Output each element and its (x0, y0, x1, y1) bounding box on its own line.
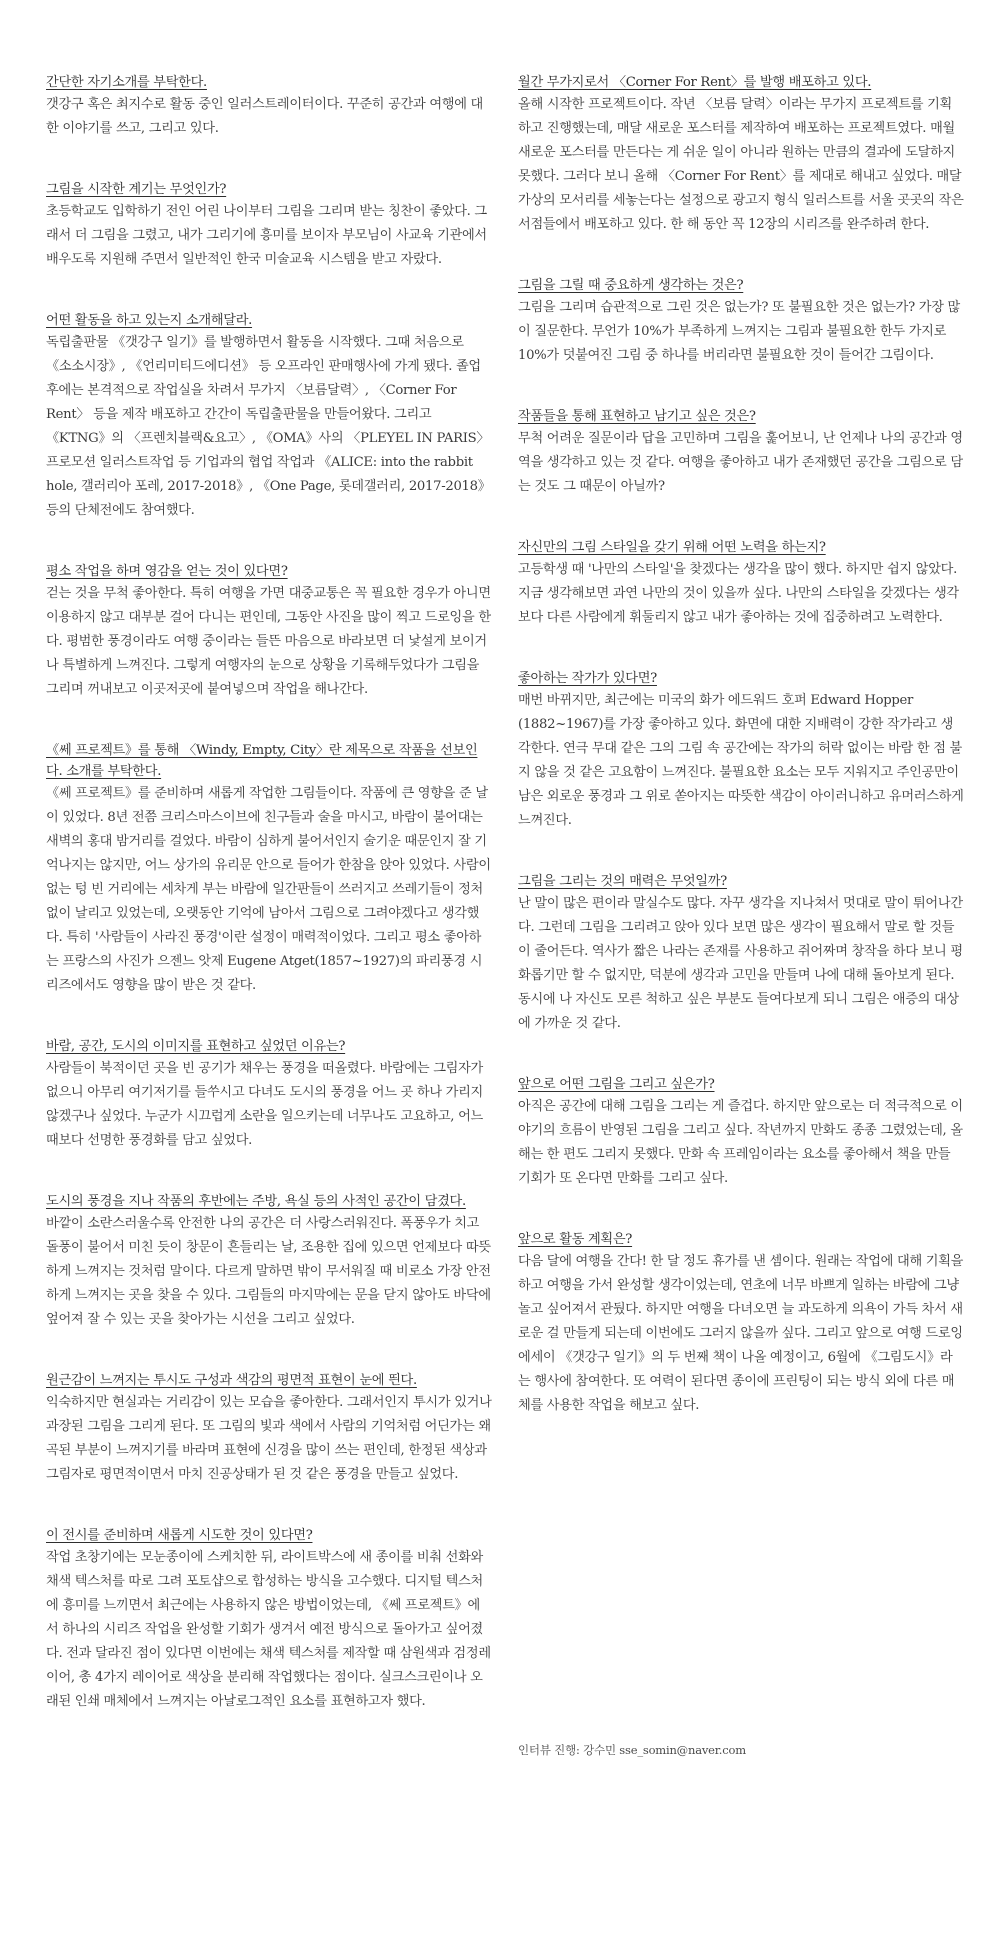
question-heading: 작품들을 통해 표현하고 남기고 싶은 것은? (518, 409, 756, 424)
answer-text: 아직은 공간에 대해 그림을 그리는 게 즐겁다. 하지만 앞으로는 더 적극적으로 이야기의 흐름이 반영된 그림을 그리고 싶다. 작년까지 만화도 종종 그렸었는데, 올해는 한 편도 그리지 못했다. 만화 속 프레임이라는 요소를 좋아해서 책을 만들 기회가 또 온다면 만화를 그리고 싶다. (518, 1099, 963, 1186)
answer-text: 독립출판물 《갯강구 일기》를 발행하면서 활동을 시작했다. 그때 처음으로 《소소시장》, 《언리미티드에디션》 등 오프라인 판매행사에 가게 됐다. 졸업 후에는 본격적으로 작업실을 차려서 무가지 〈보름달력〉, 〈Corner For Rent〉 등을 제작 배포하고 간간이 독립출판물을 만들어왔다. 그리고 《KTNG》의 〈프렌치블랙&요고〉, 《OMA》사의 〈PLEYEL IN PARIS〉 프로모션 일러스트작업 등 기업과의 협업 작업과 《ALICE: into the rabbit hole, 갤러리아 포레, 2017-2018》, 《One Page, 롯데갤러리, 2017-2018》 등의 단체전에도 참여했다. (46, 335, 491, 518)
answer-text: 그림을 그리며 습관적으로 그린 것은 없는가? 또 불필요한 것은 없는가? 가장 많이 질문한다. 무언가 10%가 부족하게 느껴지는 그림과 불필요한 한두 가지로 10%가 덧붙여진 그림 중 하나를 버리라면 불필요한 것이 들어간 그림이다. (518, 300, 960, 363)
question-heading: 어떤 활동을 하고 있는지 소개해달라. (46, 313, 253, 328)
qa-block (46, 1036, 492, 1153)
qa-block (46, 561, 492, 702)
qa-block (46, 1525, 492, 1714)
question-heading: 앞으로 어떤 그림을 그리고 싶은가? (518, 1077, 715, 1092)
interviewer-credit: 인터뷰 진행: 강수민 sse_somin@naver.com (518, 1743, 746, 1757)
question-heading: 평소 작업을 하며 영감을 얻는 것이 있다면? (46, 564, 288, 579)
question-heading: 그림을 그릴 때 중요하게 생각하는 것은? (518, 278, 744, 293)
qa-block (518, 406, 964, 499)
question-heading: 그림을 그리는 것의 매력은 무엇일까? (518, 874, 727, 889)
qa-block (46, 179, 492, 272)
question-heading: 월간 무가지로서 〈Corner For Rent〉를 발행 배포하고 있다. (518, 75, 872, 90)
answer-text: 무척 어려운 질문이라 답을 고민하며 그림을 훑어보니, 난 언제나 나의 공간과 영역을 생각하고 있는 것 같다. 여행을 좋아하고 내가 존재했던 공간을 그림으로 담는 것도 그 때문이 아닐까? (518, 431, 963, 494)
qa-block (518, 537, 964, 630)
answer-text: 고등학생 때 '나만의 스타일'을 찾겠다는 생각을 많이 했다. 하지만 쉽지 않았다. 지금 생각해보면 과연 나만의 것이 있을까 싶다. 나만의 스타일을 갖겠다는 생각보다 다른 사람에게 휘둘리지 않고 내가 좋아하는 것에 집중하려고 노력한다. (518, 562, 959, 625)
question-heading: 원근감이 느껴지는 투시도 구성과 색감의 평면적 표현이 눈에 띈다. (46, 1373, 417, 1388)
qa-block (518, 668, 964, 833)
answer-text: 사람들이 북적이던 곳을 빈 공기가 채우는 풍경을 떠올렸다. 바람에는 그림자가 없으니 아무리 여기저기를 들쑤시고 다녀도 도시의 풍경을 어느 곳 하나 가리지 않겠구나 싶었다. 누군가 시끄럽게 소란을 일으키는데 너무나도 고요하고, 어느 때보다 선명한 풍경화를 담고 싶었다. (46, 1061, 483, 1148)
question-heading: 이 전시를 준비하며 새롭게 시도한 것이 있다면? (46, 1528, 313, 1543)
answer-text: 매번 바뀌지만, 최근에는 미국의 화가 에드워드 호퍼 Edward Hopper (1882~1967)를 가장 좋아하고 있다. 화면에 대한 지배력이 강한 작가라고 생각한다. 연극 무대 같은 그의 그림 속 공간에는 작가의 허락 없이는 바람 한 점 불지 않을 것 같은 고요함이 느껴진다. 불필요한 요소는 모두 지워지고 주인공만이 남은 외로운 풍경과 그 위로 쏟아지는 따뜻한 색감이 아이러니하고 유머러스하게 느껴진다. (518, 693, 964, 828)
answer-text: 다음 달에 여행을 간다! 한 달 정도 휴가를 낸 셈이다. 원래는 작업에 대해 기획을 하고 여행을 가서 완성할 생각이었는데, 연초에 너무 바쁘게 일하는 바람에 그냥 놀고 싶어져서 관뒀다. 하지만 여행을 다녀오면 늘 과도하게 의욕이 가득 차서 새로운 걸 만들게 되는데 이번에도 그러지 않을까 싶다. 그리고 앞으로 여행 드로잉 에세이 《갯강구 일기》의 두 번째 책이 나올 예정이고, 6월에 《그림도시》라는 행사에 참여한다. 또 여력이 된다면 종이에 프린팅이 되는 방식 외에 다른 매체를 사용한 작업을 해보고 싶다. (518, 1254, 964, 1413)
qa-block (518, 871, 964, 1036)
question-heading: 앞으로 활동 계획은? (518, 1232, 633, 1247)
qa-block (46, 1370, 492, 1487)
qa-block (46, 740, 492, 998)
answer-text: 올해 시작한 프로젝트이다. 작년 〈보름 달력〉이라는 무가지 프로젝트를 기획하고 진행했는데, 매달 새로운 포스터를 제작하여 배포하는 프로젝트였다. 매월 새로운 포스터를 만든다는 게 쉬운 일이 아니라 원하는 만큼의 결과에 도달하지 못했다. 그러다 보니 올해 〈Corner For Rent〉를 제대로 해내고 싶었다. 매달 가상의 모서리를 세놓는다는 설정으로 광고지 형식 일러스트를 서울 곳곳의 작은 서점들에서 배포하고 있다. 한 해 동안 꼭 12장의 시리즈를 완주하려 한다. (518, 97, 964, 232)
qa-block (518, 1074, 964, 1191)
answer-text: 갯강구 혹은 최지수로 활동 중인 일러스트레이터이다. 꾸준히 공간과 여행에 대한 이야기를 쓰고, 그리고 있다. (46, 97, 483, 136)
question-heading: 《쎄 프로젝트》를 통해 〈Windy, Empty, City〉란 제목으로 작품을 선보인다. 소개를 부탁한다. (46, 743, 478, 779)
question-heading: 그림을 시작한 계기는 무엇인가? (46, 182, 227, 197)
question-heading: 도시의 풍경을 지나 작품의 후반에는 주방, 욕실 등의 사적인 공간이 담겼다. (46, 1194, 466, 1209)
qa-block (46, 1191, 492, 1332)
answer-text: 난 말이 많은 편이라 말실수도 많다. 자꾸 생각을 지나쳐서 멋대로 말이 튀어나간다. 그런데 그림을 그리려고 앉아 있다 보면 많은 생각이 필요해서 말로 할 것들이 줄어든다. 역사가 짧은 나라는 존재를 사용하고 쥐어짜며 창작을 하다 보니 평화롭기만 할 수 없지만, 덕분에 생각과 고민을 만들며 나에 대해 돌아보게 된다. 동시에 나 자신도 모른 척하고 싶은 부분도 들여다보게 되니 그림은 애증의 대상에 가까운 것 같다. (518, 896, 963, 1031)
answer-text: 초등학교도 입학하기 전인 어린 나이부터 그림을 그리며 받는 칭찬이 좋았다. 그래서 더 그림을 그렸고, 내가 그리기에 흥미를 보이자 부모님이 사교육 기관에서 배우도록 지원해 주면서 일반적인 한국 미술교육 시스템을 받고 자랐다. (46, 204, 487, 267)
answer-text: 익숙하지만 현실과는 거리감이 있는 모습을 좋아한다. 그래서인지 투시가 있거나 과장된 그림을 그리게 된다. 또 그림의 빛과 색에서 사람의 기억처럼 어딘가는 왜곡된 부분이 느껴지기를 바라며 표현에 신경을 많이 쓰는 편인데, 한정된 색상과 그림자로 평면적이면서 마치 진공상태가 된 것 같은 풍경을 만들고 싶었다. (46, 1395, 492, 1482)
qa-block (46, 310, 492, 523)
right-column (518, 72, 964, 1456)
question-heading: 자신만의 그림 스타일을 갖기 위해 어떤 노력을 하는지? (518, 540, 826, 555)
answer-text: 바깥이 소란스러울수록 안전한 나의 공간은 더 사랑스러워진다. 폭풍우가 치고 돌풍이 불어서 미친 듯이 창문이 흔들리는 날, 조용한 집에 있으면 언제보다 따뜻하게 느껴지는 것처럼 말이다. 다르게 말하면 밖이 무서워질 때 비로소 가장 안전하게 느껴지는 곳을 찾을 수 있다. 그림들의 마지막에는 문을 닫지 않아도 바닥에 엎어져 잘 수 있는 곳을 찾아가는 시선을 그리고 싶었다. (46, 1216, 491, 1327)
question-heading: 좋아하는 작가가 있다면? (518, 671, 657, 686)
question-heading: 간단한 자기소개를 부탁한다. (46, 75, 207, 90)
answer-text: 《쎄 프로젝트》를 준비하며 새롭게 작업한 그림들이다. 작품에 큰 영향을 준 날이 있었다. 8년 전쯤 크리스마스이브에 친구들과 술을 마시고, 바람이 불어대는 새벽의 홍대 밤거리를 걸었다. 바람이 심하게 불어서인지 술기운 때문인지 잘 기억나지는 않지만, 어느 상가의 유리문 안으로 들어가 한참을 앉아 있었다. 사람이 없는 텅 빈 거리에는 세차게 부는 바람에 일간판들이 쓰러지고 쓰레기들이 정처 없이 날리고 있었는데, 오랫동안 기억에 남아서 그림으로 그려야겠다고 생각했다. 특히 '사람들이 사라진 풍경'이란 설정이 매력적이었다. 그리고 평소 좋아하는 프랑스의 사진가 으젠느 앗제 Eugene Atget(1857~1927)의 파리풍경 시리즈에서도 영향을 많이 받은 것 같다. (46, 786, 491, 993)
qa-block (518, 275, 964, 368)
answer-text: 걷는 것을 무척 좋아한다. 특히 여행을 가면 대중교통은 꼭 필요한 경우가 아니면 이용하지 않고 대부분 걸어 다니는 편인데, 그동안 사진을 많이 찍고 드로잉을 한다. 평범한 풍경이라도 여행 중이라는 들뜬 마음으로 바라보면 더 낯설게 보이거나 특별하게 느껴진다. 그렇게 여행자의 눈으로 상황을 기록해두었다가 그림을 그리며 꺼내보고 이곳저곳에 붙여넣으며 작업을 해나간다. (46, 586, 491, 697)
answer-text: 작업 초창기에는 모눈종이에 스케치한 뒤, 라이트박스에 새 종이를 비춰 선화와 채색 텍스처를 따로 그려 포토샵으로 합성하는 방식을 고수했다. 디지털 텍스처에 흥미를 느끼면서 최근에는 사용하지 않은 방법이었는데, 《쎄 프로젝트》에서 하나의 시리즈 작업을 완성할 기회가 생겨서 예전 방식으로 돌아가고 싶어졌다. 전과 달라진 점이 있다면 이번에는 채색 텍스처를 제작할 때 삼원색과 검정레이어, 총 4가지 레이어로 색상을 분리해 작업했다는 점이다. 실크스크린이나 오래된 인쇄 매체에서 느껴지는 아날로그적인 요소를 표현하고자 했다. (46, 1550, 491, 1709)
qa-block (518, 72, 964, 237)
qa-block (46, 72, 492, 141)
qa-block (518, 1229, 964, 1418)
left-column (46, 72, 492, 1752)
question-heading: 바람, 공간, 도시의 이미지를 표현하고 싶었던 이유는? (46, 1039, 346, 1054)
